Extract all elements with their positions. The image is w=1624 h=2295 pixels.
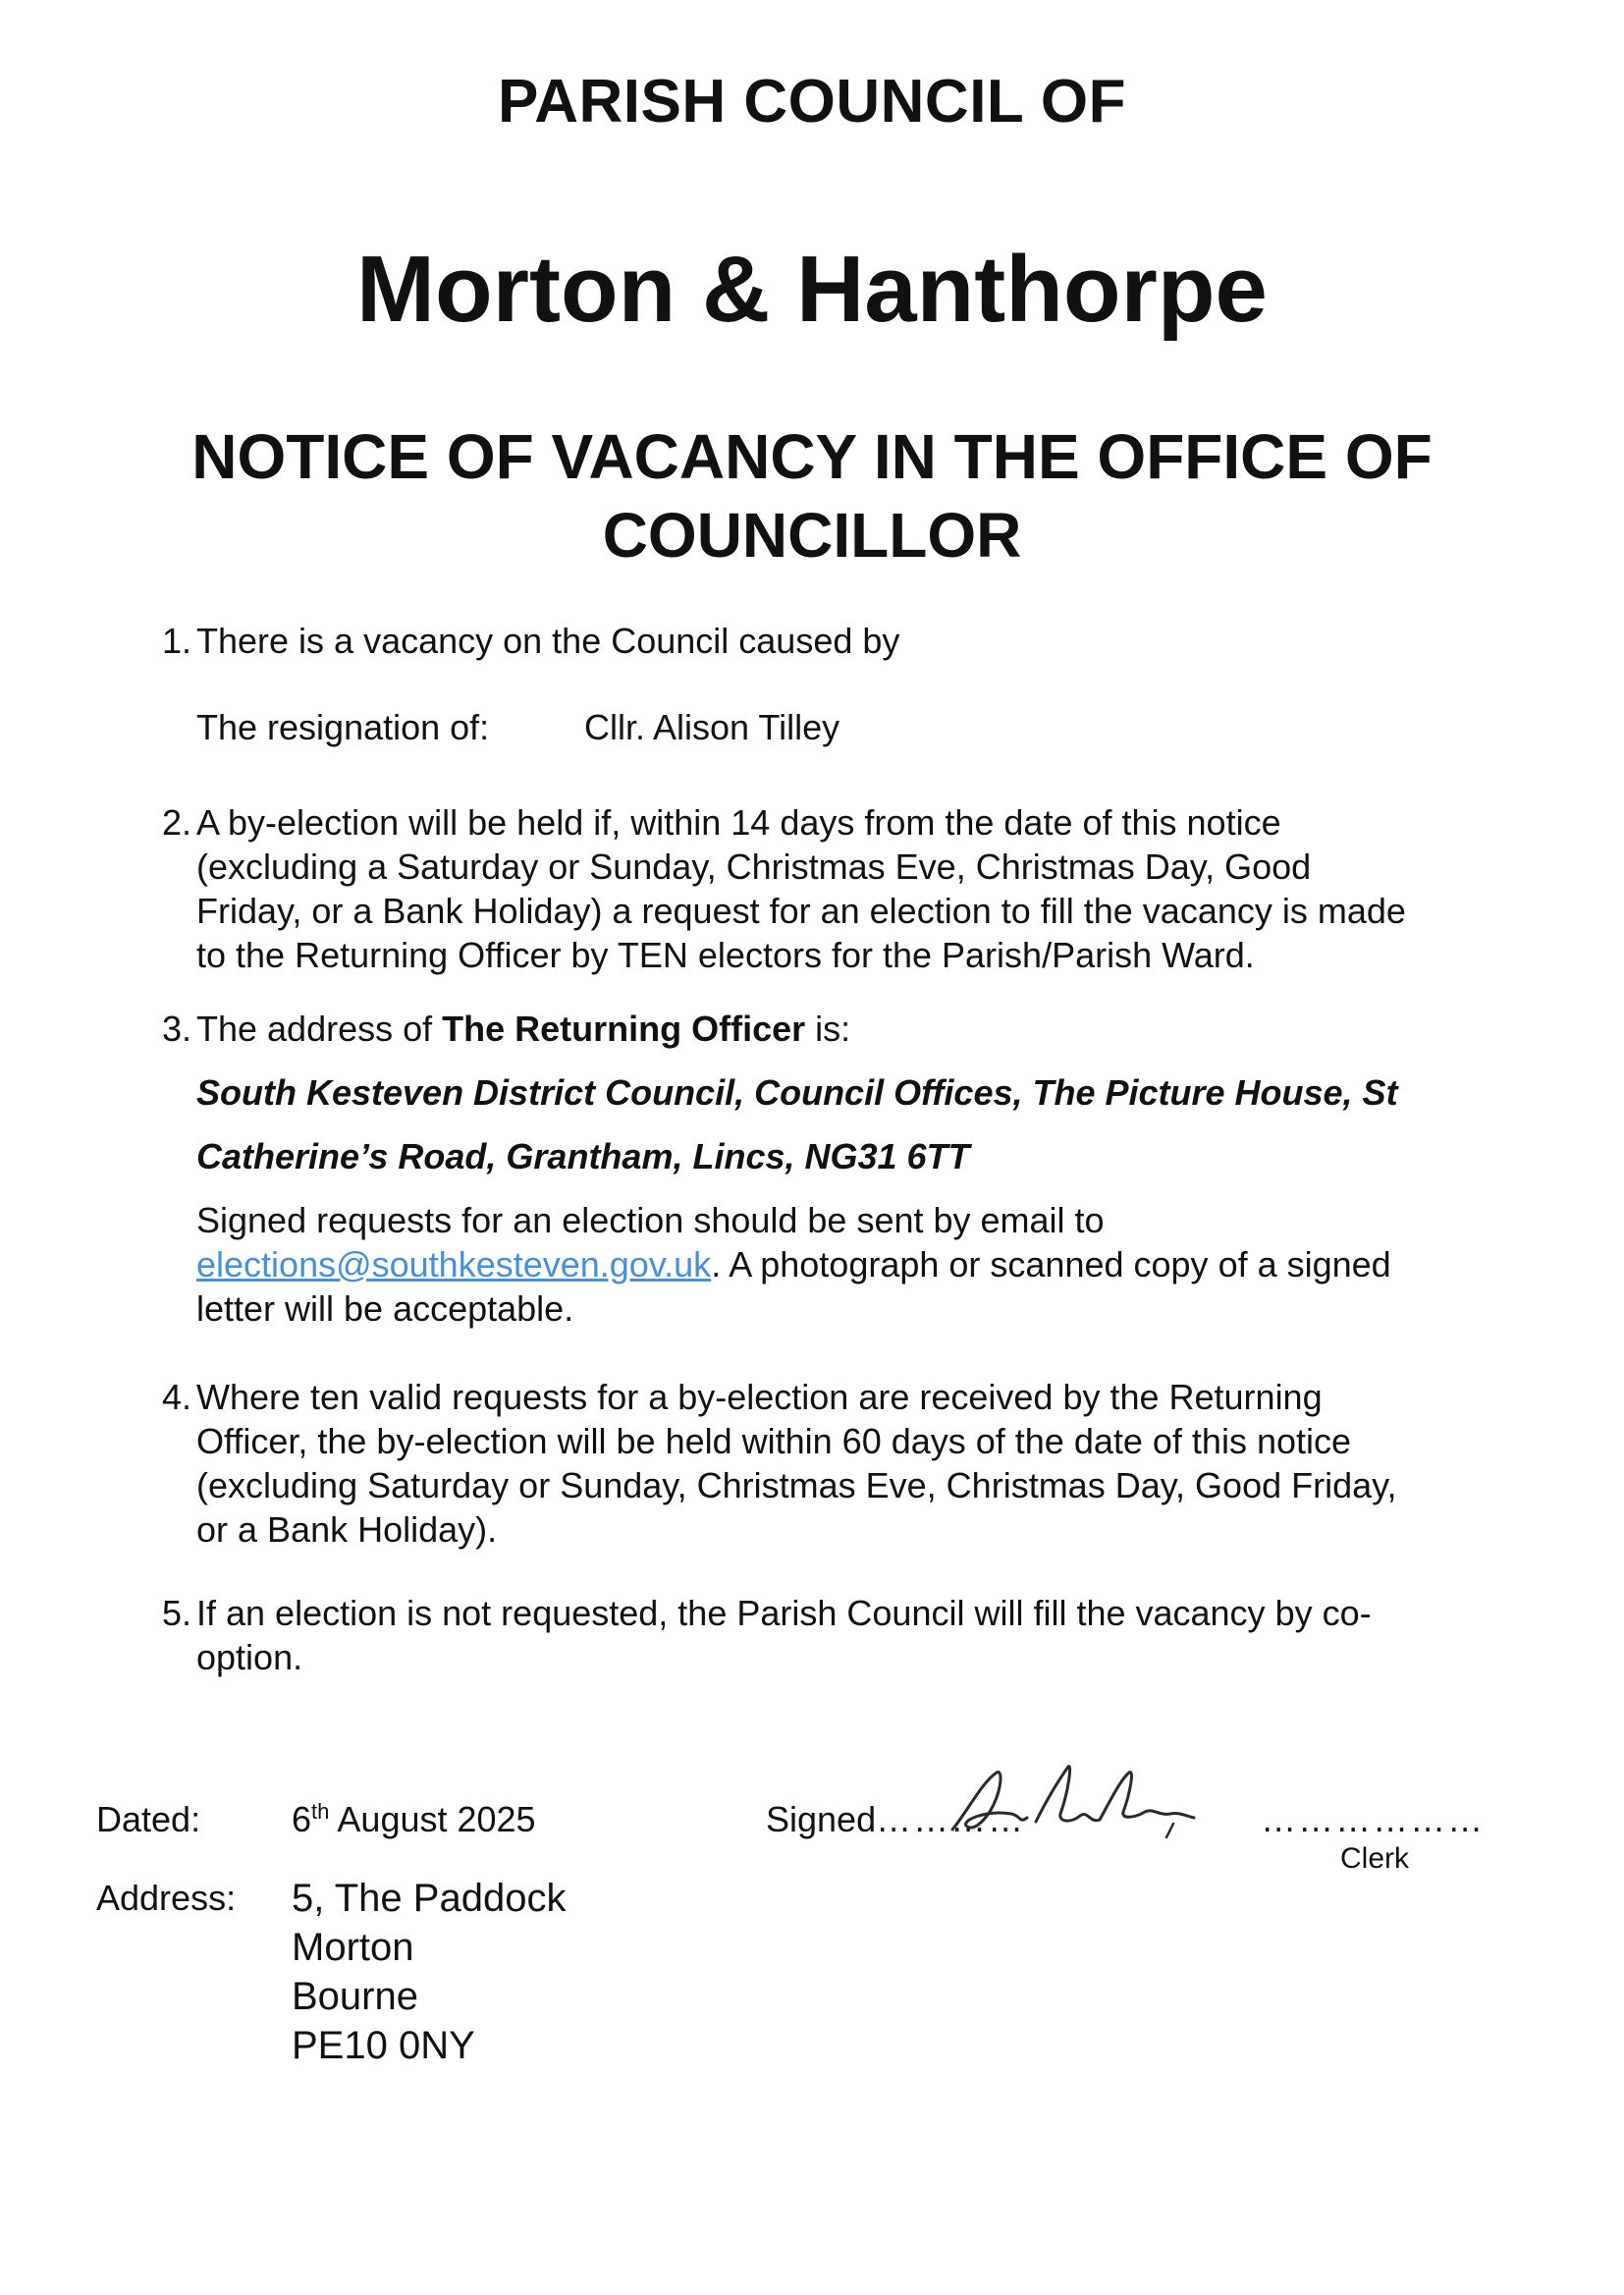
item-line: A by-election will be held if, within 14 days from the date of this notice	[196, 802, 1281, 843]
signed-dots-end: ………………	[1261, 1799, 1486, 1839]
returning-officer-intro	[196, 1007, 1512, 1051]
item-line: Friday, or a Bank Holiday) a request for an election to fill the vacancy is made	[196, 891, 1406, 931]
dated-label: Dated:	[96, 1799, 201, 1839]
address-label: Address:	[96, 1878, 237, 1918]
item-text	[196, 1007, 1512, 1331]
returning-officer-address-line-2: Catherine’s Road, Grantham, Lincs, NG31 6TT	[196, 1136, 970, 1176]
signed-requests-text: . A photograph or scanned copy of a signed	[711, 1244, 1391, 1284]
notice-title-line-1: NOTICE OF VACANCY IN THE OFFICE OF	[191, 421, 1433, 492]
item-line: (excluding a Saturday or Sunday, Christmas Eve, Christmas Day, Good	[196, 847, 1312, 887]
clerk-label: Clerk	[1340, 1842, 1410, 1875]
item-number: 1.	[161, 621, 191, 661]
signed-requests-line-1: Signed requests for an election should be sent by email to	[196, 1200, 1105, 1240]
signed-requests-line-3: letter will be acceptable.	[196, 1288, 574, 1329]
clerk-signature-image	[943, 1753, 1218, 1851]
address-line: Bourne	[292, 1975, 418, 2018]
dated-month-year: August 2025	[329, 1799, 536, 1839]
intro-text-end: is:	[805, 1009, 851, 1049]
item-number: 3.	[161, 1009, 191, 1049]
resignation-label: The resignation of:	[196, 707, 490, 747]
dated-value	[292, 1797, 536, 1841]
notice-title	[0, 417, 1624, 574]
resignation-name: Cllr. Alison Tilley	[584, 707, 840, 747]
signed-dots: …………	[876, 1799, 1026, 1839]
item-line: to the Returning Officer by TEN electors for the Parish/Parish Ward.	[196, 935, 1255, 975]
item-line: Officer, the by-election will be held within 60 days of the date of this notice	[196, 1421, 1352, 1461]
header-parish-council: PARISH COUNCIL OF	[497, 68, 1126, 136]
intro-text: The address of	[196, 1009, 443, 1049]
item-line: or a Bank Holiday).	[196, 1509, 498, 1550]
address-line: 5, The Paddock	[292, 1877, 567, 1920]
dated-day: 6	[292, 1799, 312, 1839]
address-line: PE10 0NY	[292, 2024, 475, 2067]
item-text	[196, 1375, 1512, 1552]
returning-officer-address-line-1: South Kesteven District Council, Council Offices, The Picture House, St	[196, 1072, 1398, 1113]
item-text	[196, 800, 1512, 977]
item-number: 2.	[161, 802, 191, 843]
elections-email-link[interactable]: elections@southkesteven.gov.uk	[196, 1244, 712, 1284]
item-line: (excluding Saturday or Sunday, Christmas Eve, Christmas Day, Good Friday,	[196, 1465, 1397, 1505]
item-line: Where ten valid requests for a by-election are received by the Returning	[196, 1377, 1323, 1417]
item-line: If an election is not requested, the Parish Council will fill the vacancy by co-	[196, 1593, 1372, 1633]
signed-label: Signed	[766, 1799, 877, 1839]
signed-requests-line-2	[196, 1242, 1512, 1286]
item-number: 4.	[161, 1377, 191, 1417]
item-text: There is a vacancy on the Council caused by	[196, 621, 900, 661]
item-text	[196, 1591, 1512, 1679]
returning-officer-label: The Returning Officer	[442, 1009, 806, 1049]
header-council-name: Morton & Hanthorpe	[356, 237, 1268, 342]
address-line: Morton	[292, 1926, 414, 1969]
address-block	[292, 1874, 566, 2070]
item-number: 5.	[161, 1593, 191, 1633]
dated-day-suffix: th	[311, 1799, 330, 1824]
notice-title-line-2: COUNCILLOR	[602, 500, 1022, 571]
item-line: option.	[196, 1637, 303, 1677]
